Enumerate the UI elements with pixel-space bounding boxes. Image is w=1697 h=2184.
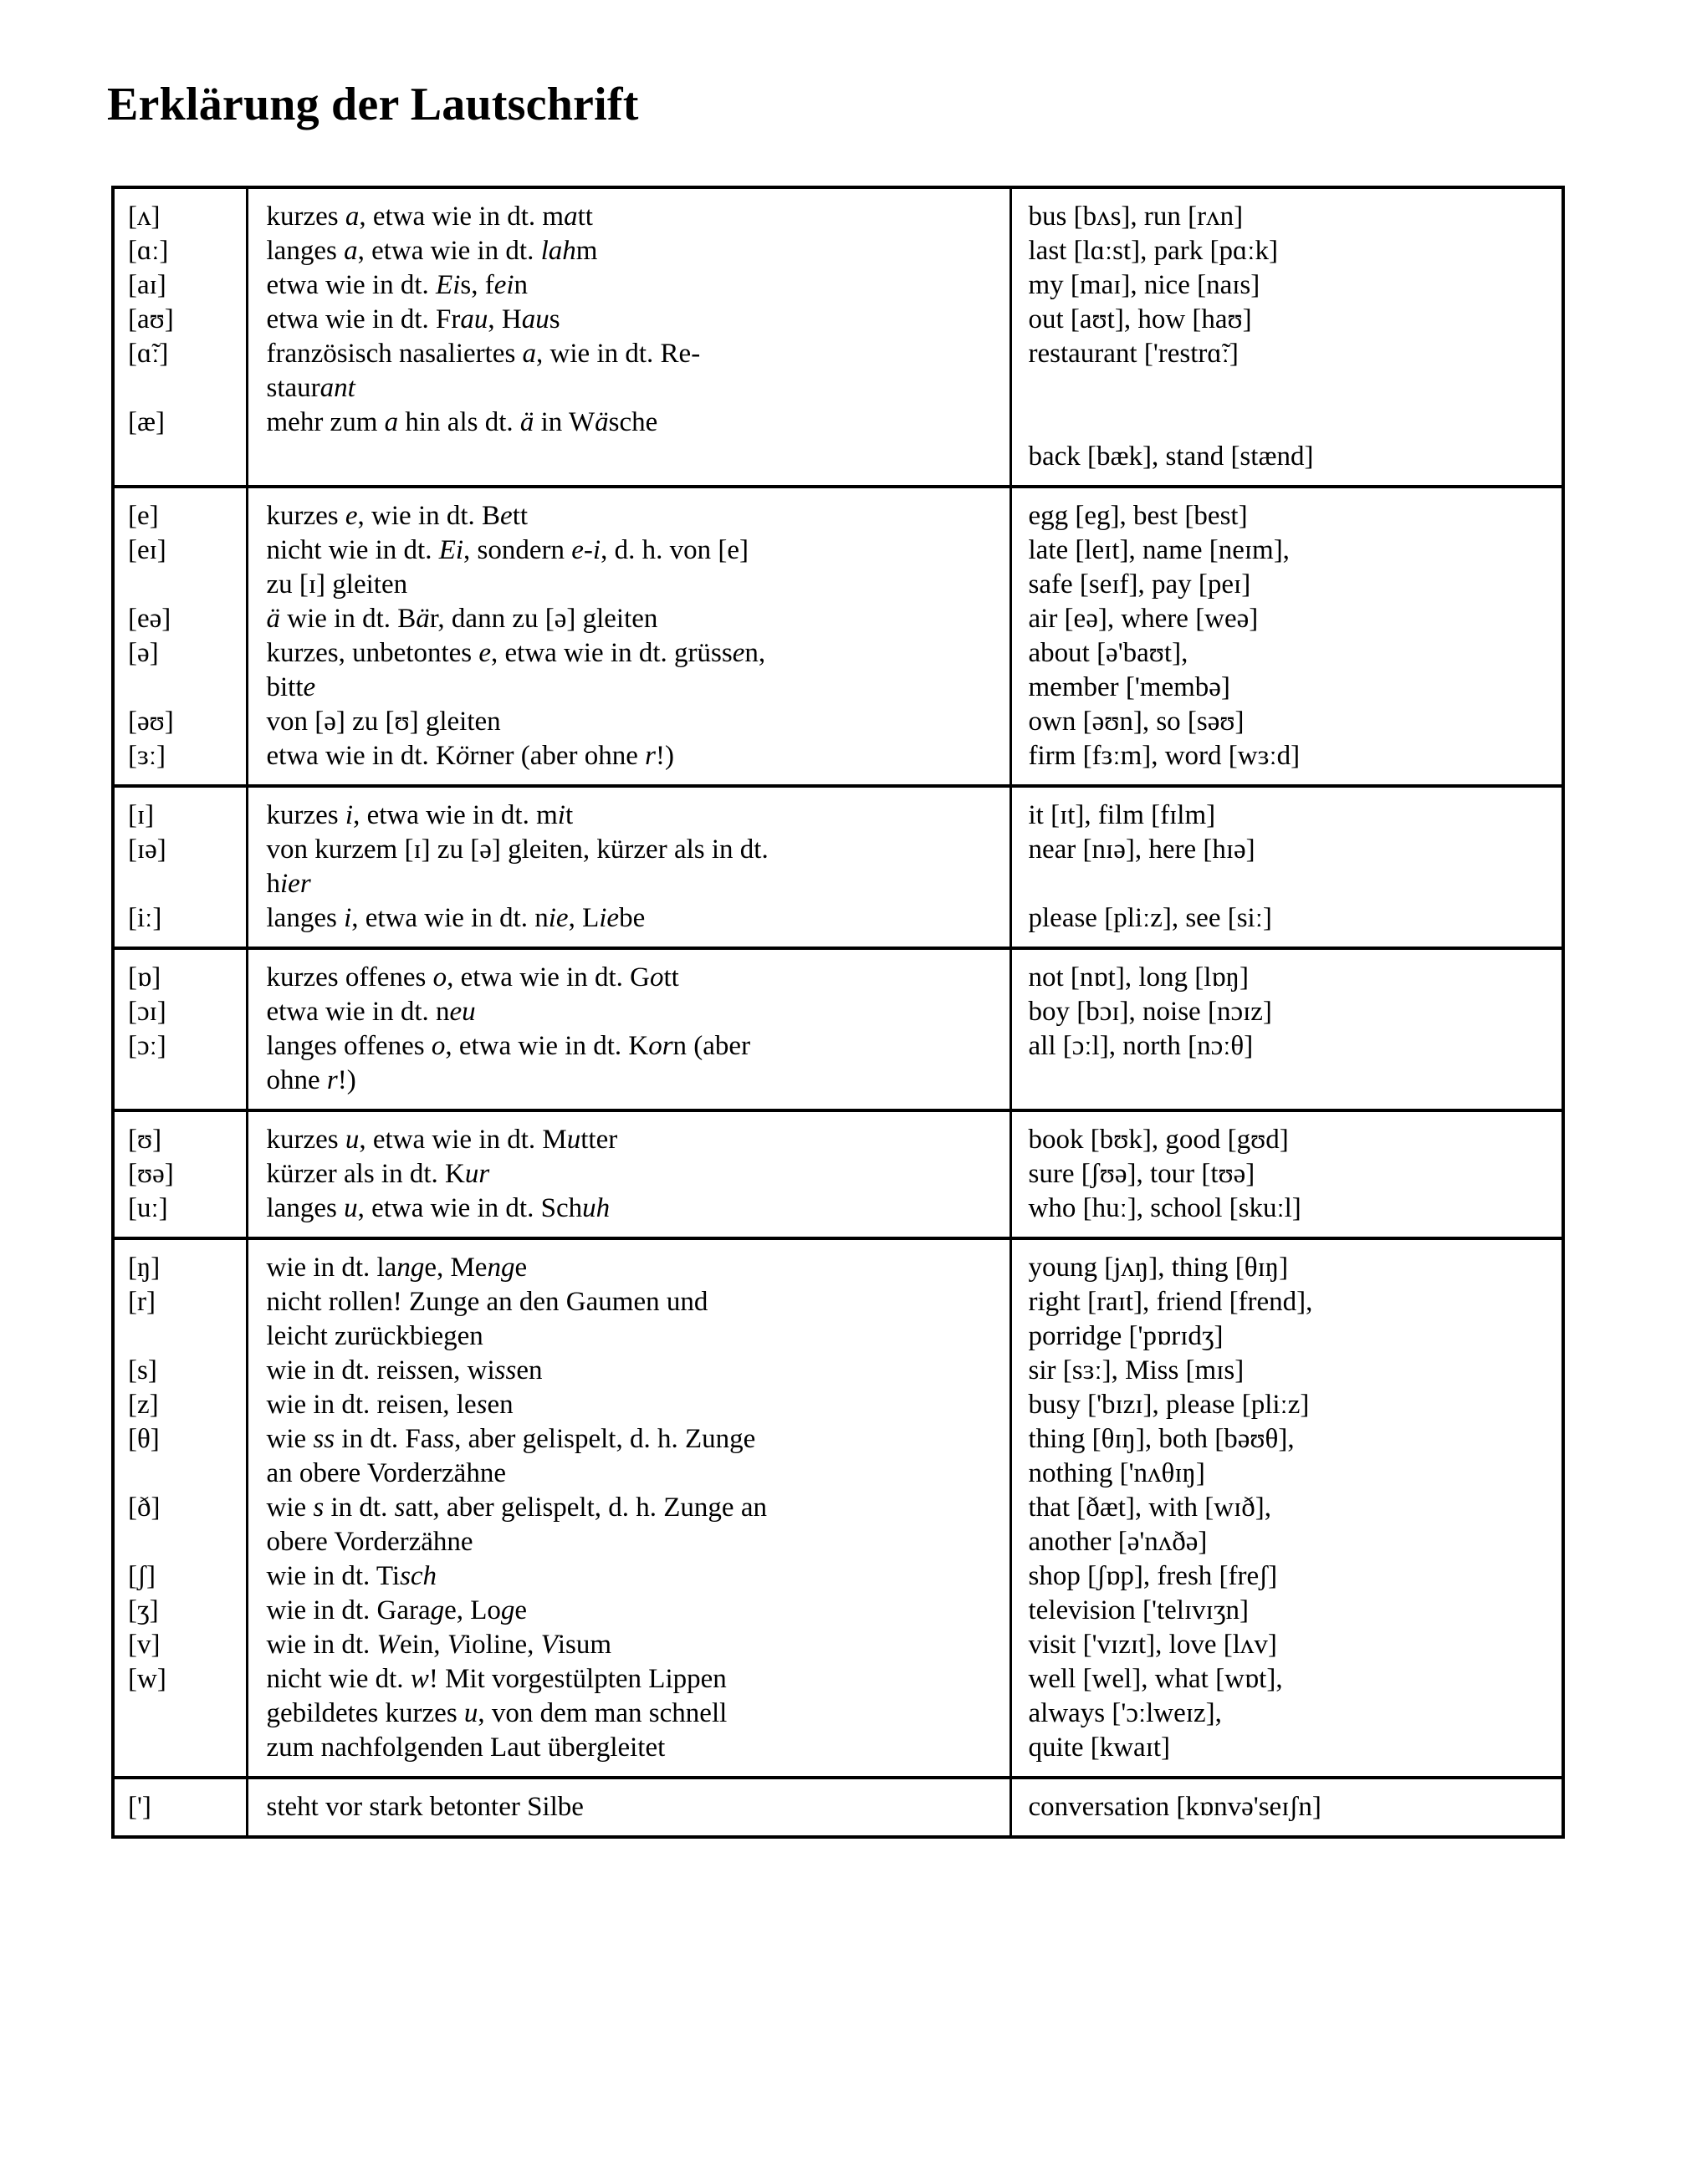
phonetic-examples: television ['telɪvɪʒn] — [1028, 1595, 1249, 1625]
table-row — [113, 1157, 1563, 1192]
page-title: Erklärung der Lautschrift — [107, 78, 639, 130]
phonetic-symbol: [ɪ] — [113, 799, 247, 833]
table-row — [113, 1422, 1563, 1491]
phonetic-description: etwa wie in dt. Körner (aber ohne r!) — [247, 739, 1010, 773]
phonetic-symbol: [iː] — [113, 901, 247, 936]
table-row — [113, 1251, 1563, 1285]
phonetic-examples: my [maɪ], nice [naɪs] — [1028, 270, 1260, 300]
table-section-consonants — [113, 1238, 1563, 1778]
phonetic-symbol: [eə] — [113, 602, 247, 636]
phonetic-examples: well [wel], what [wɒt], always ['ɔːlweɪz], quite [kwaɪt] — [1028, 1664, 1283, 1763]
phonetic-symbol: [ɑ̃ː] — [113, 337, 247, 406]
phonetic-examples: sir [sɜː], Miss [mɪs] — [1028, 1355, 1245, 1385]
phonetic-description: etwa wie in dt. neu — [247, 995, 1010, 1029]
table-row — [113, 799, 1563, 833]
phonetic-description: etwa wie in dt. Eis, fein — [247, 268, 1010, 303]
table-row — [113, 268, 1563, 303]
phonetic-examples: near [nɪə], here [hɪə] — [1028, 834, 1255, 865]
phonetic-symbol: [ɜː] — [113, 739, 247, 773]
table-row — [113, 234, 1563, 268]
phonetic-symbol: [ɒ] — [113, 961, 247, 995]
table-row — [113, 1354, 1563, 1388]
table-row — [113, 499, 1563, 533]
table-row — [113, 1662, 1563, 1765]
table-row — [113, 705, 1563, 739]
phonetic-description: wie s in dt. satt, aber gelispelt, d. h. Zunge an obere Vorderzähne — [247, 1491, 1010, 1559]
section-spacer — [113, 1238, 1563, 1251]
table-section-i-vowels — [113, 786, 1563, 948]
table-row — [113, 995, 1563, 1029]
table-row — [113, 337, 1563, 406]
phonetic-examples: conversation [kɒnvə'seɪʃn] — [1028, 1792, 1321, 1822]
phonetic-description: steht vor stark betonter Silbe — [247, 1790, 1010, 1824]
phonetic-examples: back [bæk], stand [stænd] — [1028, 441, 1314, 472]
table-row — [113, 961, 1563, 995]
phonetic-examples: not [nɒt], long [lɒŋ] — [1028, 962, 1249, 992]
table-section-e-vowels — [113, 487, 1563, 786]
phonetic-examples: all [ɔːl], north [nɔːθ] — [1028, 1031, 1254, 1061]
phonetic-symbol: [əʊ] — [113, 705, 247, 739]
table-row — [113, 200, 1563, 234]
phonetic-symbol: [ʌ] — [113, 200, 247, 234]
phonetic-examples: last [lɑːst], park [pɑːk] — [1028, 236, 1278, 266]
phonetic-description: wie in dt. reissen, wissen — [247, 1354, 1010, 1388]
phonetic-symbol: [æ] — [113, 406, 247, 474]
phonetic-description: wie in dt. lange, Menge — [247, 1251, 1010, 1285]
section-spacer — [113, 187, 1563, 200]
phonetic-symbol: [v] — [113, 1628, 247, 1662]
table-row — [113, 1491, 1563, 1559]
phonetic-description: wie in dt. Tisch — [247, 1559, 1010, 1594]
phonetic-symbol: [ʒ] — [113, 1594, 247, 1628]
phonetic-symbol: [ʃ] — [113, 1559, 247, 1594]
phonetic-description: kurzes, unbetontes e, etwa wie in dt. grüssen, bitte — [247, 636, 1010, 705]
table-row — [113, 533, 1563, 602]
phonetic-symbol: [ð] — [113, 1491, 247, 1559]
phonetic-description: kurzes a, etwa wie in dt. matt — [247, 200, 1010, 234]
phonetic-symbol: [ʊə] — [113, 1157, 247, 1192]
section-spacer — [113, 936, 1563, 948]
phonetic-symbol: [ɪə] — [113, 833, 247, 901]
phonetic-examples: busy ['bɪzɪ], please [pliːz] — [1028, 1390, 1310, 1420]
table-row — [113, 406, 1563, 474]
section-spacer — [113, 1824, 1563, 1837]
table-row — [113, 1388, 1563, 1422]
section-spacer — [113, 1110, 1563, 1123]
phonetic-description: langes u, etwa wie in dt. Schuh — [247, 1192, 1010, 1226]
phonetic-examples: about [ə'baʊt], member ['membə] — [1028, 638, 1230, 702]
table-row — [113, 1628, 1563, 1662]
table-row — [113, 901, 1563, 936]
phonetic-description: langes offenes o, etwa wie in dt. Korn (aber ohne r!) — [247, 1029, 1010, 1098]
phonetic-examples: young [jʌŋ], thing [θɪŋ] — [1028, 1253, 1289, 1283]
phonetic-description: ä wie in dt. Bär, dann zu [ə] gleiten — [247, 602, 1010, 636]
section-spacer — [113, 487, 1563, 499]
section-spacer — [113, 786, 1563, 799]
table-section-a-vowels — [113, 187, 1563, 487]
phonetic-symbol: [ŋ] — [113, 1251, 247, 1285]
phonetic-description: kurzes e, wie in dt. Bett — [247, 499, 1010, 533]
section-spacer — [113, 1098, 1563, 1110]
phonetic-description: langes a, etwa wie in dt. lahm — [247, 234, 1010, 268]
phonetic-symbol: [ʊ] — [113, 1123, 247, 1157]
phonetic-description: wie in dt. Garage, Loge — [247, 1594, 1010, 1628]
phonetic-symbol: [s] — [113, 1354, 247, 1388]
phonetic-description: etwa wie in dt. Frau, Haus — [247, 303, 1010, 337]
phonetic-description: wie ss in dt. Fass, aber gelispelt, d. h. Zunge an obere Vorderzähne — [247, 1422, 1010, 1491]
phonetic-description: nicht rollen! Zunge an den Gaumen und leicht zurückbiegen — [247, 1285, 1010, 1354]
table-row — [113, 1594, 1563, 1628]
section-spacer — [113, 474, 1563, 487]
phonetic-examples: visit ['vɪzɪt], love [lʌv] — [1028, 1630, 1277, 1660]
phonetic-description: von kurzem [ɪ] zu [ə] gleiten, kürzer als in dt. hier — [247, 833, 1010, 901]
table-row — [113, 1029, 1563, 1098]
phonetic-examples: own [əʊn], so [səʊ] — [1028, 707, 1245, 737]
table-section-o-vowels — [113, 948, 1563, 1110]
phonetic-examples: right [raɪt], friend [frend], porridge ['pɒrɪdʒ] — [1028, 1287, 1313, 1351]
phonetic-examples: boy [bɔɪ], noise [nɔɪz] — [1028, 997, 1272, 1027]
phonetic-examples: late [leɪt], name [neɪm], safe [seɪf], pay [peɪ] — [1028, 535, 1290, 600]
phonetic-description: kurzes u, etwa wie in dt. Mutter — [247, 1123, 1010, 1157]
section-spacer — [113, 1778, 1563, 1790]
phonetic-alphabet-table — [111, 186, 1565, 1839]
phonetic-description: mehr zum a hin als dt. ä in Wäsche — [247, 406, 1010, 474]
table-section-u-vowels — [113, 1110, 1563, 1238]
phonetic-symbol: [eɪ] — [113, 533, 247, 602]
table-row — [113, 1123, 1563, 1157]
section-spacer — [113, 1765, 1563, 1778]
phonetic-description: kurzes offenes o, etwa wie in dt. Gott — [247, 961, 1010, 995]
phonetic-examples: egg [eg], best [best] — [1028, 501, 1248, 531]
table-row — [113, 1192, 1563, 1226]
phonetic-description: nicht wie in dt. Ei, sondern e-i, d. h. von [e] zu [ɪ] gleiten — [247, 533, 1010, 602]
phonetic-symbol: [uː] — [113, 1192, 247, 1226]
phonetic-symbol: ['] — [113, 1790, 247, 1824]
phonetic-symbol: [z] — [113, 1388, 247, 1422]
table-section-stress — [113, 1778, 1563, 1837]
phonetic-examples: it [ɪt], film [fɪlm] — [1028, 800, 1216, 830]
phonetic-examples: that [ðæt], with [wɪð], another [ə'nʌðə] — [1028, 1493, 1272, 1557]
section-spacer — [113, 948, 1563, 961]
table-row — [113, 1790, 1563, 1824]
phonetic-symbol: [ɑː] — [113, 234, 247, 268]
phonetic-examples: book [bʊk], good [gʊd] — [1028, 1125, 1289, 1155]
phonetic-description: langes i, etwa wie in dt. nie, Liebe — [247, 901, 1010, 936]
phonetic-symbol: [r] — [113, 1285, 247, 1354]
section-spacer — [113, 1226, 1563, 1238]
table-row — [113, 833, 1563, 901]
phonetic-symbol: [w] — [113, 1662, 247, 1765]
phonetic-symbol: [e] — [113, 499, 247, 533]
phonetic-symbol: [aʊ] — [113, 303, 247, 337]
phonetic-examples: restaurant ['restrɑ̃ː] — [1028, 339, 1239, 369]
table-row — [113, 636, 1563, 705]
phonetic-description: wie in dt. Wein, Violine, Visum — [247, 1628, 1010, 1662]
phonetic-description: kurzes i, etwa wie in dt. mit — [247, 799, 1010, 833]
phonetic-examples: thing [θɪŋ], both [bəʊθ], nothing ['nʌθɪŋ] — [1028, 1424, 1295, 1488]
phonetic-description: wie in dt. reisen, lesen — [247, 1388, 1010, 1422]
phonetic-symbol: [ə] — [113, 636, 247, 705]
phonetic-examples: shop [ʃɒp], fresh [freʃ] — [1028, 1561, 1278, 1591]
phonetic-symbol: [ɔː] — [113, 1029, 247, 1098]
table-row — [113, 739, 1563, 773]
phonetic-examples: who [huː], school [skuːl] — [1028, 1193, 1301, 1223]
phonetic-examples: sure [ʃʊə], tour [tʊə] — [1028, 1159, 1255, 1189]
phonetic-examples: bus [bʌs], run [rʌn] — [1028, 202, 1244, 232]
phonetic-description: nicht wie dt. w! Mit vorgestülpten Lippen gebildetes kurzes u, von dem man schnell zum nachfolgenden Laut übergleitet — [247, 1662, 1010, 1765]
section-spacer — [113, 773, 1563, 786]
phonetic-symbol: [aɪ] — [113, 268, 247, 303]
phonetic-examples: firm [fɜːm], word [wɜːd] — [1028, 741, 1301, 771]
table-row — [113, 602, 1563, 636]
table-row — [113, 303, 1563, 337]
phonetic-symbol: [θ] — [113, 1422, 247, 1491]
phonetic-examples: out [aʊt], how [haʊ] — [1028, 304, 1252, 334]
phonetic-description: kürzer als in dt. Kur — [247, 1157, 1010, 1192]
phonetic-examples: air [eə], where [weə] — [1028, 604, 1259, 634]
table-row — [113, 1559, 1563, 1594]
phonetic-description: von [ə] zu [ʊ] gleiten — [247, 705, 1010, 739]
phonetic-description: französisch nasaliertes a, wie in dt. Re- staurant — [247, 337, 1010, 406]
phonetic-symbol: [ɔɪ] — [113, 995, 247, 1029]
phonetic-examples: please [pliːz], see [siː] — [1028, 903, 1272, 933]
table-row — [113, 1285, 1563, 1354]
